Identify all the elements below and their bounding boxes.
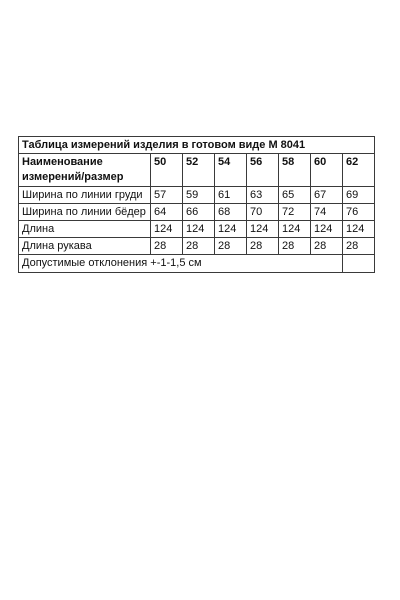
table-cell: 57 bbox=[151, 187, 183, 204]
size-header: 50 bbox=[151, 154, 183, 187]
table-cell: 69 bbox=[343, 187, 375, 204]
table-cell: 59 bbox=[183, 187, 215, 204]
table-cell: 63 bbox=[247, 187, 279, 204]
row-label: Ширина по линии бёдер bbox=[19, 204, 151, 221]
table-title-row bbox=[19, 137, 375, 154]
table-cell: 61 bbox=[215, 187, 247, 204]
size-header: 52 bbox=[183, 154, 215, 187]
table-row bbox=[19, 187, 375, 204]
table-cell: 124 bbox=[183, 221, 215, 238]
table-cell: 67 bbox=[311, 187, 343, 204]
table-cell: 70 bbox=[247, 204, 279, 221]
note-row bbox=[19, 255, 375, 273]
table-cell: 72 bbox=[279, 204, 311, 221]
table-cell: 124 bbox=[343, 221, 375, 238]
header-label: Наименование измерений/размер bbox=[19, 154, 151, 187]
table-cell: 74 bbox=[311, 204, 343, 221]
table-cell: 28 bbox=[279, 238, 311, 255]
table-cell: 76 bbox=[343, 204, 375, 221]
size-header: 58 bbox=[279, 154, 311, 187]
table-cell: 124 bbox=[247, 221, 279, 238]
table-cell: 28 bbox=[247, 238, 279, 255]
size-header: 60 bbox=[311, 154, 343, 187]
size-header: 56 bbox=[247, 154, 279, 187]
row-label: Длина рукава bbox=[19, 238, 151, 255]
tolerance-note: Допустимые отклонения +-1-1,5 см bbox=[19, 255, 343, 273]
row-label: Ширина по линии груди bbox=[19, 187, 151, 204]
empty-cell bbox=[343, 255, 375, 273]
measurement-table bbox=[18, 136, 375, 273]
table-cell: 28 bbox=[311, 238, 343, 255]
table-cell: 28 bbox=[183, 238, 215, 255]
table-cell: 28 bbox=[343, 238, 375, 255]
table-cell: 28 bbox=[151, 238, 183, 255]
row-label: Длина bbox=[19, 221, 151, 238]
table-cell: 124 bbox=[151, 221, 183, 238]
table-cell: 66 bbox=[183, 204, 215, 221]
table-cell: 124 bbox=[311, 221, 343, 238]
size-header: 62 bbox=[343, 154, 375, 187]
table-cell: 28 bbox=[215, 238, 247, 255]
table-header-row bbox=[19, 154, 375, 187]
table-cell: 64 bbox=[151, 204, 183, 221]
table-cell: 68 bbox=[215, 204, 247, 221]
table-cell: 65 bbox=[279, 187, 311, 204]
table-row bbox=[19, 204, 375, 221]
size-header: 54 bbox=[215, 154, 247, 187]
table-row bbox=[19, 238, 375, 255]
table-cell: 124 bbox=[215, 221, 247, 238]
table-row bbox=[19, 221, 375, 238]
table-cell: 124 bbox=[279, 221, 311, 238]
table-title: Таблица измерений изделия в готовом виде М 8041 bbox=[19, 137, 375, 154]
